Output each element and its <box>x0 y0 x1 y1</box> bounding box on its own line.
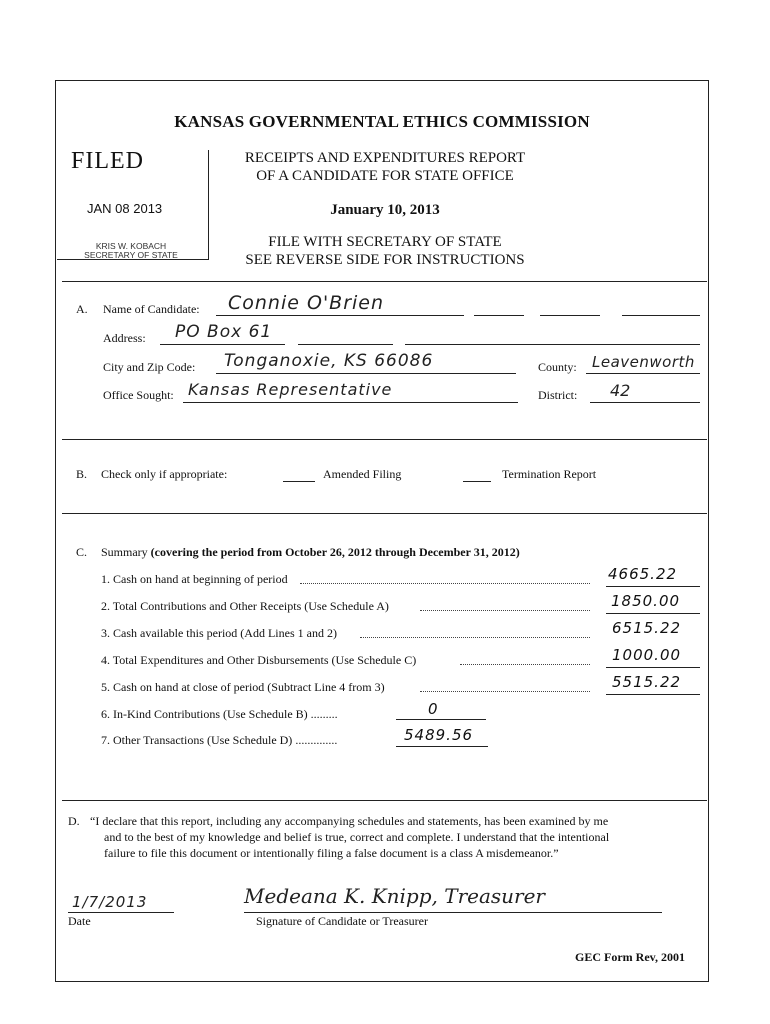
inkind-value: 0 <box>428 700 439 718</box>
summary-line-2-underline <box>606 613 700 614</box>
inkind-label: 6. In-Kind Contributions (Use Schedule B) ......... <box>101 707 338 721</box>
inkind-label-text: 6. In-Kind Contributions (Use Schedule B) <box>101 707 308 721</box>
city-zip-value: Tonganoxie, KS 66086 <box>224 351 434 371</box>
candidate-name-underline-2 <box>474 315 524 316</box>
office-sought-value: Kansas Representative <box>188 380 393 399</box>
report-title-line1: RECEIPTS AND EXPENDITURES REPORT <box>244 150 526 166</box>
summary-line-4-value: 1000.00 <box>612 646 682 664</box>
candidate-name-value: Connie O'Brien <box>228 292 385 314</box>
date-label: Date <box>68 914 91 928</box>
date-value: 1/7/2013 <box>72 893 148 911</box>
district-underline <box>590 402 700 403</box>
check-label: Check only if appropriate: <box>101 467 228 481</box>
declaration-line-1: “I declare that this report, including any accompanying schedules and statements, has been examined by me <box>90 814 609 828</box>
summary-line-2-label: 2. Total Contributions and Other Receipts (Use Schedule A) <box>101 599 389 613</box>
county-value: Leavenworth <box>592 353 695 371</box>
summary-line-2-value: 1850.00 <box>611 592 681 610</box>
inkind-underline <box>396 719 486 720</box>
county-underline <box>586 373 700 374</box>
signature-underline <box>244 912 662 913</box>
address-underline-2 <box>298 344 393 345</box>
summary-line-1-value: 4665.22 <box>608 565 678 583</box>
filed-stamp-secretary <box>61 242 201 260</box>
termination-report-label: Termination Report <box>502 467 597 481</box>
file-with-line: FILE WITH SECRETARY OF STATE <box>268 234 502 250</box>
amended-filing-label: Amended Filing <box>323 467 402 481</box>
other-transactions-label-text: 7. Other Transactions (Use Schedule D) <box>101 733 293 747</box>
other-transactions-value: 5489.56 <box>404 726 474 744</box>
report-title-line2: OF A CANDIDATE FOR STATE OFFICE <box>256 168 514 184</box>
form-revision: GEC Form Rev, 2001 <box>575 950 685 964</box>
summary-line-5-value: 5515.22 <box>612 673 682 691</box>
report-date: January 10, 2013 <box>330 202 440 218</box>
section-b-letter: B. <box>76 467 88 481</box>
summary-line-5-leader <box>420 691 590 692</box>
summary-line-5-underline <box>606 694 700 695</box>
summary-line-3-value: 6515.22 <box>612 619 682 637</box>
section-a-letter: A. <box>76 302 88 316</box>
candidate-name-underline <box>216 315 464 316</box>
signature-value: Medeana K. Knipp, Treasurer <box>244 884 545 908</box>
summary-line-3-leader <box>360 637 590 638</box>
filed-stamp-secretary-office: SECRETARY OF STATE <box>84 250 178 260</box>
summary-line-1-label: 1. Cash on hand at beginning of period <box>101 572 288 586</box>
office-sought-underline <box>183 402 518 403</box>
other-transactions-label: 7. Other Transactions (Use Schedule D) .............. <box>101 733 338 747</box>
office-sought-label: Office Sought: <box>103 388 174 402</box>
address-underline-3 <box>405 344 700 345</box>
termination-report-checkbox[interactable] <box>463 481 491 482</box>
declaration-line-2: and to the best of my knowledge and belief is true, correct and complete. I understand that the intentional <box>104 830 610 844</box>
filed-stamp-date: JAN 08 2013 <box>87 201 163 216</box>
date-underline <box>68 912 174 913</box>
section-c-letter: C. <box>76 545 88 559</box>
instructions-line: SEE REVERSE SIDE FOR INSTRUCTIONS <box>245 252 525 268</box>
section-b-divider <box>62 513 707 514</box>
other-transactions-underline <box>396 746 488 747</box>
candidate-name-underline-4 <box>622 315 700 316</box>
declaration-line-3: failure to file this document or intentionally filing a false document is a class A misdemeanor.” <box>104 846 559 860</box>
address-label: Address: <box>103 331 146 345</box>
district-value: 42 <box>610 381 631 400</box>
candidate-name-underline-3 <box>540 315 600 316</box>
summary-heading <box>101 545 520 560</box>
amended-filing-checkbox[interactable] <box>283 481 315 482</box>
summary-line-4-underline <box>606 667 700 668</box>
district-label: District: <box>538 388 578 402</box>
signature-label: Signature of Candidate or Treasurer <box>256 914 428 928</box>
section-a-divider <box>62 439 707 440</box>
header-divider <box>62 281 707 282</box>
summary-line-3-label: 3. Cash available this period (Add Lines 1 and 2) <box>101 626 337 640</box>
summary-line-4-label: 4. Total Expenditures and Other Disbursements (Use Schedule C) <box>101 653 417 667</box>
section-d-letter: D. <box>68 814 80 828</box>
city-zip-label: City and Zip Code: <box>103 360 196 374</box>
address-underline <box>160 344 285 345</box>
summary-heading-plain: Summary <box>101 545 151 559</box>
summary-line-2-leader <box>420 610 590 611</box>
summary-heading-period: (covering the period from October 26, 2012 through December 31, 2012) <box>150 545 520 559</box>
filed-stamp-label: FILED <box>71 148 144 174</box>
candidate-name-label: Name of Candidate: <box>103 302 200 316</box>
summary-line-1-underline <box>606 586 700 587</box>
section-c-divider <box>62 800 707 801</box>
address-value: PO Box 61 <box>175 322 273 342</box>
filed-stamp <box>57 150 209 260</box>
filed-stamp-secretary-name: KRIS W. KOBACH <box>95 241 167 251</box>
summary-line-1-leader <box>300 583 590 584</box>
summary-line-5-label: 5. Cash on hand at close of period (Subtract Line 4 from 3) <box>101 680 385 694</box>
city-zip-underline <box>216 373 516 374</box>
county-label: County: <box>538 360 577 374</box>
commission-title: KANSAS GOVERNMENTAL ETHICS COMMISSION <box>174 112 590 131</box>
summary-line-4-leader <box>460 664 590 665</box>
